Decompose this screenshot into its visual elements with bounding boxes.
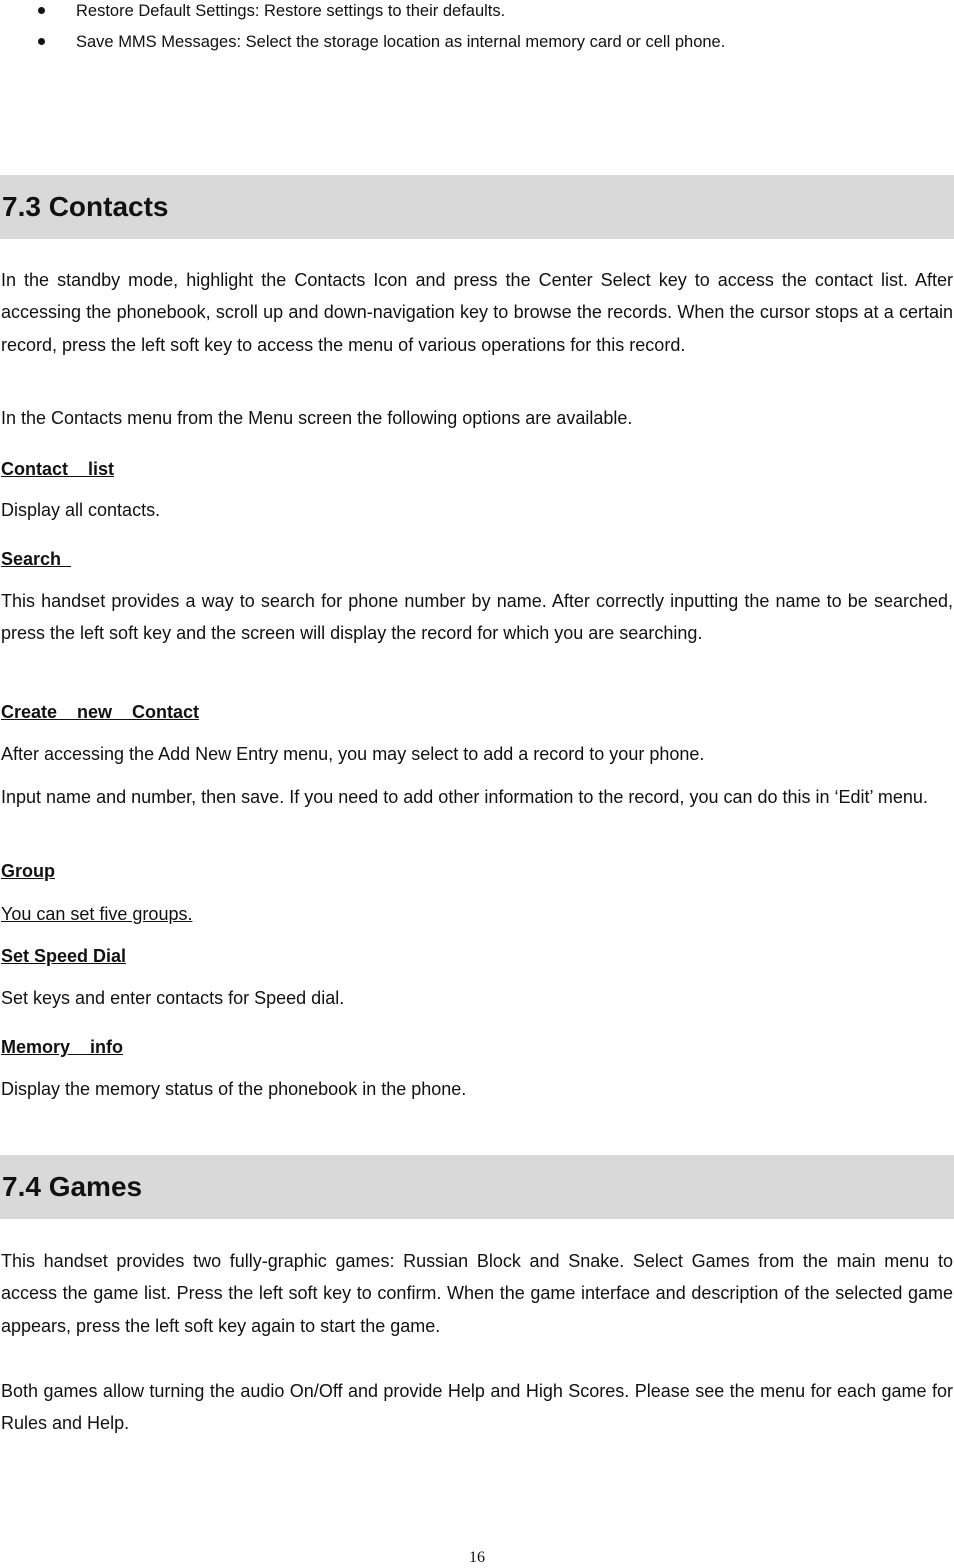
section-heading: 7.3 Contacts [2,191,169,222]
subheading-contact-list: Contact list [1,459,115,479]
bullet-icon [38,38,45,45]
subheading-search: Search [1,549,72,569]
paragraph: Display the memory status of the phonebook in the phone. [1,1079,467,1099]
paragraph: Set keys and enter contacts for Speed dial. [1,988,345,1008]
page-number: 16 [469,1549,485,1566]
subheading-create-contact: Create new Contact [1,702,200,722]
paragraph: Input name and number, then save. If you need to add other information to the record, you can do this in ‘Edit’ menu. [1,787,928,807]
section-heading-band [0,1155,954,1219]
bullet-text: Save MMS Messages: Select the storage location as internal memory card or cell phone. [76,33,726,51]
paragraph: You can set five groups. [1,904,193,924]
section-heading-band [0,175,954,239]
subheading-speed-dial: Set Speed Dial [1,946,127,966]
paragraph: Display all contacts. [1,500,161,520]
paragraph: In the standby mode, highlight the Contacts Icon and press the Center Select key to access the contact list. After accessing the phonebook, scroll up and down-navigation key to browse the records. When the cursor stops at a certain record, press the left soft key to access the menu of various operations for this record. [1,270,953,355]
paragraph: Both games allow turning the audio On/Off and provide Help and High Scores. Please see the menu for each game for Rules and Help. [1,1381,953,1434]
section-heading: 7.4 Games [2,1171,143,1202]
bullet-text: Restore Default Settings: Restore settings to their defaults. [76,2,506,20]
bullet-icon [38,7,45,14]
paragraph: After accessing the Add New Entry menu, you may select to add a record to your phone. [1,744,705,764]
subheading-memory-info: Memory info [1,1037,124,1057]
paragraph: This handset provides two fully-graphic games: Russian Block and Snake. Select Games from the main menu to access the game list. Press the left soft key to confirm. When the game interface and description of the selected game appears, press the left soft key again to start the game. [1,1251,953,1336]
paragraph: In the Contacts menu from the Menu screen the following options are available. [1,408,633,428]
subheading-group: Group [1,861,55,881]
paragraph: This handset provides a way to search for phone number by name. After correctly inputting the name to be searched, press the left soft key and the screen will display the record for which you are searching. [1,591,953,644]
